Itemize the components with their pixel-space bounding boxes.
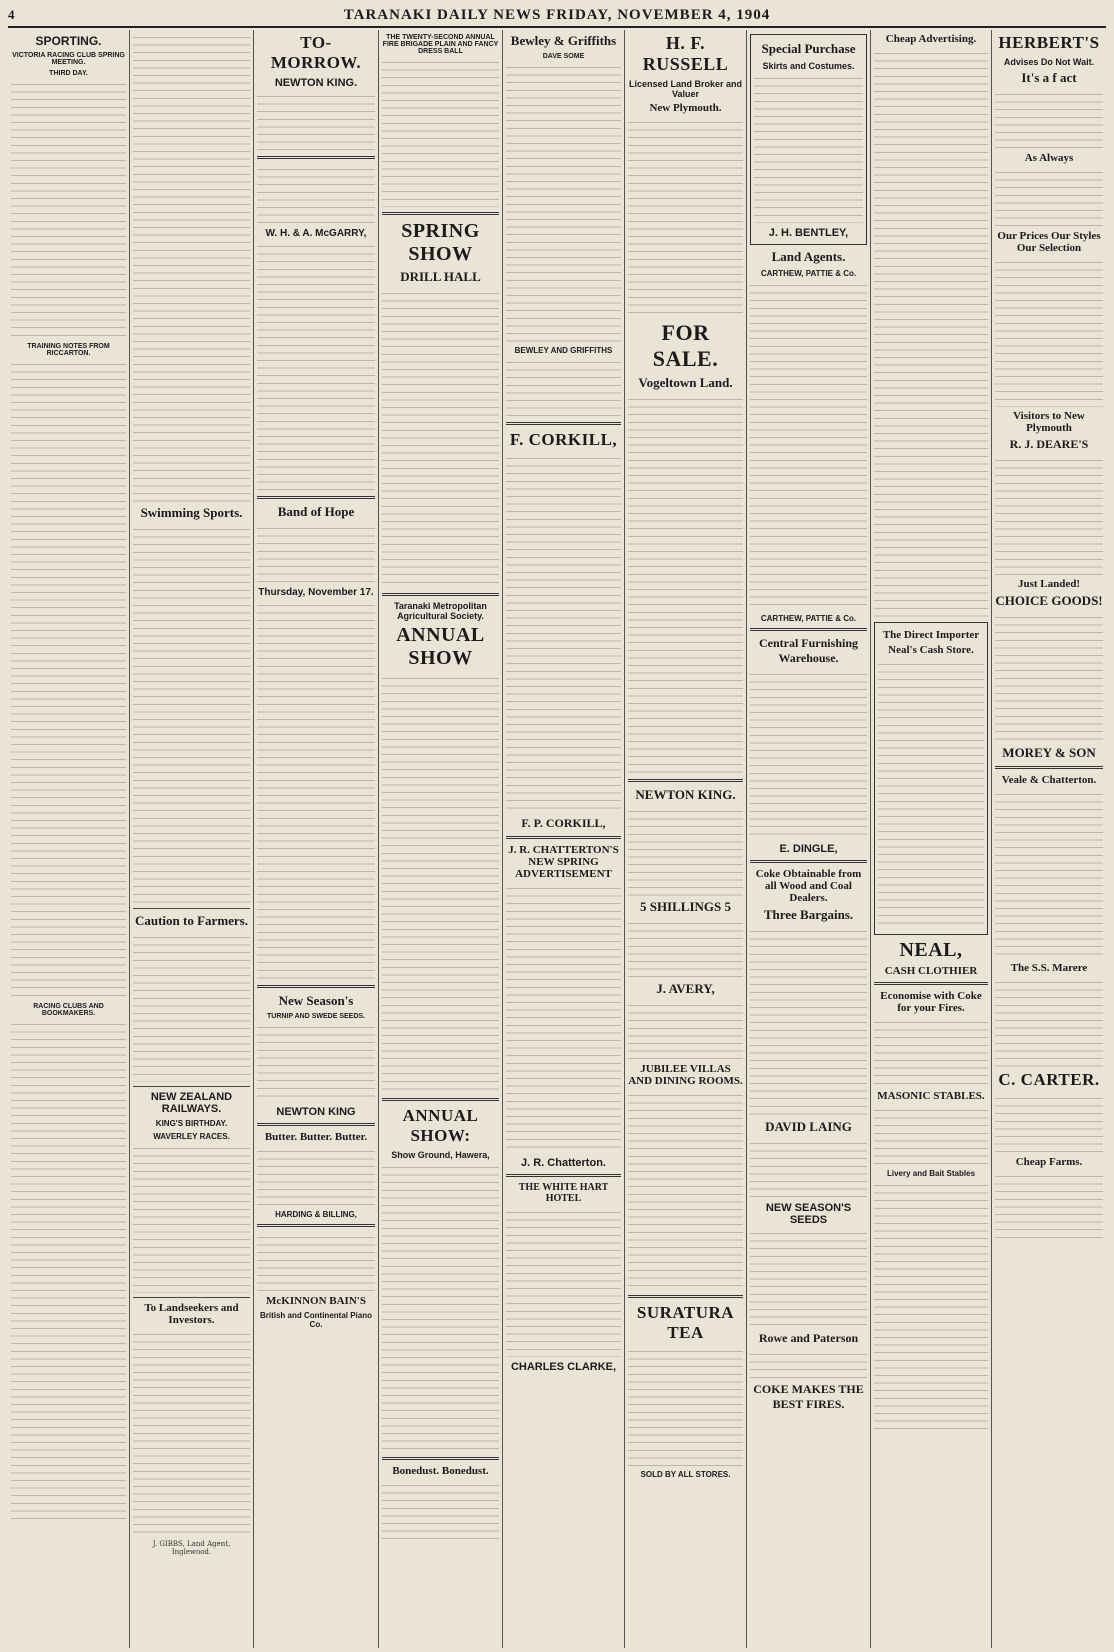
cheap-adv-heading: Cheap Advertising. bbox=[885, 33, 977, 45]
vrc-subhead: VICTORIA RACING CLUB SPRING MEETING. bbox=[12, 52, 125, 66]
column-7 bbox=[747, 30, 871, 1648]
article-text bbox=[133, 32, 250, 502]
veale-chatterton: Veale & Chatterton. bbox=[1001, 774, 1097, 786]
clarke-sign: CHARLES CLARKE, bbox=[510, 1361, 617, 1373]
land-agents-heading: Land Agents. bbox=[771, 249, 846, 264]
column-8 bbox=[871, 30, 992, 1648]
training-notes-heading: TRAINING NOTES FROM RICCARTON. bbox=[27, 343, 110, 357]
divider bbox=[750, 628, 867, 631]
chatterton-heading: J. R. CHATTERTON'S NEW SPRING ADVERTISEMENT bbox=[508, 844, 619, 880]
caution-heading: Caution to Farmers. bbox=[134, 913, 248, 928]
annual-show-heading-2: ANNUAL SHOW: bbox=[402, 1106, 479, 1145]
bonedust-heading: Bonedust. Bonedust. bbox=[392, 1465, 489, 1477]
avery-heading: J. AVERY, bbox=[656, 981, 715, 996]
divider bbox=[133, 1297, 250, 1298]
newspaper-title: TARANAKI DAILY NEWS FRIDAY, NOVEMBER 4, 1904 bbox=[343, 6, 771, 23]
three-bargains-heading: Three Bargains. bbox=[763, 907, 854, 922]
do-not-wait: Advises Do Not Wait. bbox=[1003, 57, 1095, 67]
herberts-heading: HERBERT'S bbox=[998, 33, 1100, 52]
article-text bbox=[382, 1162, 499, 1452]
suratura-heading: SURATURA TEA bbox=[636, 1303, 735, 1342]
our-prices-heading: Our Prices Our Styles Our Selection bbox=[997, 230, 1101, 254]
article-text bbox=[995, 257, 1103, 407]
divider bbox=[133, 908, 250, 909]
article-text bbox=[874, 48, 988, 618]
newton-king-sub: NEWTON KING. bbox=[274, 77, 358, 89]
cheap-farms: Cheap Farms. bbox=[1015, 1156, 1083, 1168]
article-text bbox=[133, 932, 250, 1082]
column-4 bbox=[379, 30, 503, 1648]
article-text bbox=[257, 1022, 375, 1102]
divider bbox=[750, 860, 867, 863]
mckinnon-heading: McKINNON BAIN'S bbox=[266, 1295, 366, 1307]
masthead bbox=[8, 4, 1106, 28]
article-text bbox=[506, 453, 621, 813]
article-text bbox=[11, 79, 126, 339]
bewley-heading: Bewley & Griffiths bbox=[510, 33, 617, 48]
article-text bbox=[874, 1180, 988, 1430]
dingle-sign: E. DINGLE, bbox=[779, 843, 838, 855]
cash-clothier: CASH CLOTHIER bbox=[884, 965, 978, 977]
column-6 bbox=[625, 30, 747, 1648]
divider bbox=[257, 1224, 375, 1227]
newton-king-heading: NEWTON KING. bbox=[635, 787, 736, 802]
article-text bbox=[995, 977, 1103, 1067]
divider bbox=[257, 496, 375, 499]
annual-show-heading: ANNUAL SHOW bbox=[396, 624, 485, 669]
article-text bbox=[750, 1138, 867, 1198]
article-text bbox=[506, 357, 621, 417]
band-date: Thursday, November 17. bbox=[258, 587, 374, 598]
article-text bbox=[257, 600, 375, 980]
article-text bbox=[506, 1207, 621, 1357]
divider bbox=[506, 836, 621, 839]
carthew-firm: CARTHEW, PATTIE & Co. bbox=[760, 269, 857, 278]
turnip-seeds: TURNIP AND SWEDE SEEDS. bbox=[266, 1013, 365, 1020]
article-text bbox=[382, 1480, 499, 1540]
corkill-heading: F. CORKILL, bbox=[509, 430, 618, 449]
neal-heading: NEAL, bbox=[899, 939, 963, 961]
taranaki-society: Taranaki Metropolitan Agricultural Society. bbox=[394, 601, 487, 621]
direct-importer-heading: The Direct Importer bbox=[882, 629, 980, 641]
article-text bbox=[995, 89, 1103, 149]
article-text bbox=[257, 91, 375, 151]
land-broker: Licensed Land Broker and Valuer bbox=[628, 79, 743, 99]
new-season-seeds: NEW SEASON'S SEEDS bbox=[765, 1202, 852, 1226]
coke-heading: Coke Obtainable from all Wood and Coal Dealers. bbox=[755, 868, 862, 904]
white-hart-heading: THE WHITE HART HOTEL bbox=[518, 1182, 609, 1204]
deares-heading: R. J. DEARE'S bbox=[1009, 437, 1089, 451]
choice-goods: CHOICE GOODS! bbox=[995, 593, 1103, 608]
article-text bbox=[628, 117, 743, 317]
article-text bbox=[133, 524, 250, 904]
column-2 bbox=[130, 30, 254, 1648]
economise-heading: Economise with Coke for your Fires. bbox=[880, 990, 982, 1014]
divider bbox=[382, 212, 499, 215]
page-columns bbox=[8, 30, 1106, 1648]
article-text bbox=[257, 241, 375, 491]
divider bbox=[257, 1123, 375, 1126]
visitors-heading: Visitors to New Plymouth bbox=[1013, 410, 1085, 434]
ss-marere: The S.S. Marere bbox=[1010, 962, 1088, 974]
article-text bbox=[11, 359, 126, 999]
column-3 bbox=[254, 30, 379, 1648]
special-purchase-heading: Special Purchase bbox=[761, 41, 856, 56]
dave-some: DAVE SOME bbox=[542, 53, 585, 60]
article-text bbox=[874, 1017, 988, 1087]
bentley-sign: J. H. BENTLEY, bbox=[768, 227, 849, 239]
band-of-hope-heading: Band of Hope bbox=[277, 504, 355, 519]
just-landed: Just Landed! bbox=[1017, 578, 1081, 590]
article-text bbox=[754, 73, 863, 223]
article-text bbox=[750, 669, 867, 839]
article-text bbox=[506, 883, 621, 1153]
piano-co: British and Continental Piano Co. bbox=[259, 1311, 372, 1329]
spring-show-heading: SPRING SHOW bbox=[401, 220, 480, 265]
its-a-fact: It's a f act bbox=[1021, 70, 1077, 85]
waverley-races: WAVERLEY RACES. bbox=[153, 1132, 230, 1141]
vogeltown-heading: Vogeltown Land. bbox=[638, 375, 733, 390]
skirts-costumes: Skirts and Costumes. bbox=[762, 61, 855, 71]
article-text bbox=[628, 1090, 743, 1290]
article-text bbox=[11, 1019, 126, 1519]
day-label: THIRD DAY. bbox=[49, 70, 88, 77]
carter-heading: C. CARTER. bbox=[998, 1070, 1100, 1089]
divider bbox=[382, 1457, 499, 1460]
divider bbox=[506, 422, 621, 425]
divider bbox=[257, 985, 375, 988]
page-number: 4 bbox=[8, 7, 15, 22]
article-text bbox=[628, 806, 743, 896]
fire-brigade-ball: THE TWENTY-SECOND ANNUAL FIRE BRIGADE PLAIN AND FANCY DRESS BALL bbox=[382, 34, 499, 55]
article-text bbox=[382, 57, 499, 207]
as-always: As Always bbox=[1024, 152, 1074, 164]
article-text bbox=[995, 167, 1103, 227]
article-text bbox=[133, 1329, 250, 1539]
article-text bbox=[133, 1143, 250, 1293]
racing-clubs-heading: RACING CLUBS AND BOOKMAKERS. bbox=[33, 1003, 104, 1017]
masonic-stables-heading: MASONIC STABLES. bbox=[877, 1090, 985, 1102]
for-sale-heading: FOR SALE. bbox=[652, 320, 719, 371]
article-text bbox=[628, 918, 743, 978]
landseekers-heading: To Landseekers and Investors. bbox=[144, 1302, 239, 1326]
article-text bbox=[382, 288, 499, 588]
mcgarry-firm: W. H. & A. McGARRY, bbox=[265, 228, 367, 239]
article-text bbox=[995, 1171, 1103, 1241]
russell-heading: H. F. RUSSELL bbox=[642, 33, 729, 74]
new-season-heading: New Season's bbox=[278, 993, 354, 1008]
divider bbox=[628, 1295, 743, 1298]
jubilee-villas-heading: JUBILEE VILLAS AND DINING ROOMS. bbox=[628, 1063, 743, 1087]
new-plymouth: New Plymouth. bbox=[649, 102, 722, 114]
article-text bbox=[257, 1232, 375, 1292]
article-text bbox=[750, 280, 867, 610]
kings-birthday: KING'S BIRTHDAY. bbox=[155, 1119, 228, 1128]
rowe-paterson: Rowe and Paterson bbox=[758, 1331, 859, 1345]
divider bbox=[257, 156, 375, 159]
article-text bbox=[257, 164, 375, 224]
harding-billing: HARDING & BILLING, bbox=[275, 1210, 357, 1219]
railways-heading: NEW ZEALAND RAILWAYS. bbox=[150, 1091, 233, 1115]
article-text bbox=[506, 62, 621, 342]
article-text bbox=[995, 612, 1103, 742]
article-text bbox=[750, 1349, 867, 1379]
morey-son: MOREY & SON bbox=[1002, 745, 1096, 760]
divider bbox=[628, 779, 743, 782]
divider bbox=[382, 593, 499, 596]
gibbs-signature: J. GIBBS, Land Agent, Inglewood. bbox=[152, 1540, 231, 1556]
article-text bbox=[628, 394, 743, 774]
swimming-sports-heading: Swimming Sports. bbox=[140, 505, 243, 520]
five-shillings: 5 SHILLINGS 5 bbox=[639, 899, 732, 914]
divider bbox=[133, 1086, 250, 1087]
sold-by-all-stores: SOLD BY ALL STORES. bbox=[640, 1470, 731, 1479]
article-text bbox=[995, 1093, 1103, 1153]
article-text bbox=[628, 1346, 743, 1466]
divider bbox=[506, 1174, 621, 1177]
hawera-ground: Show Ground, Hawera, bbox=[391, 1150, 490, 1160]
article-text bbox=[995, 455, 1103, 575]
column-1 bbox=[8, 30, 130, 1648]
article-text bbox=[995, 789, 1103, 959]
bewley-firm: BEWLEY AND GRIFFITHS bbox=[514, 346, 613, 355]
chatterton-sign: J. R. Chatterton. bbox=[521, 1157, 606, 1169]
david-laing-heading: DAVID LAING bbox=[765, 1119, 852, 1134]
livery-stables: Livery and Bait Stables bbox=[886, 1169, 976, 1178]
column-9 bbox=[992, 30, 1106, 1648]
direct-importer-box bbox=[874, 622, 988, 935]
newton-king-sign: NEWTON KING bbox=[276, 1106, 356, 1118]
article-text bbox=[874, 1105, 988, 1165]
article-text bbox=[257, 1146, 375, 1206]
column-5 bbox=[503, 30, 625, 1648]
divider bbox=[995, 766, 1103, 769]
special-purchase-box bbox=[750, 34, 867, 245]
drill-hall: DRILL HALL bbox=[400, 269, 481, 284]
article-text bbox=[628, 1000, 743, 1060]
coke-footer: COKE MAKES THE BEST FIRES. bbox=[753, 1382, 864, 1411]
divider bbox=[382, 1098, 499, 1101]
article-text bbox=[257, 523, 375, 583]
neals-cash-store: Neal's Cash Store. bbox=[888, 644, 974, 656]
carthew-firm-2: CARTHEW, PATTIE & Co. bbox=[760, 614, 857, 623]
article-text bbox=[878, 659, 984, 929]
furnishing-heading: Central Furnishing Warehouse. bbox=[758, 636, 858, 665]
fp-corkill: F. P. CORKILL, bbox=[521, 816, 606, 830]
tomorrow-heading: TO-MORROW. bbox=[270, 33, 362, 72]
article-text bbox=[750, 926, 867, 1116]
article-text bbox=[382, 673, 499, 1093]
article-text bbox=[750, 1228, 867, 1328]
butter-heading: Butter. Butter. Butter. bbox=[264, 1131, 368, 1143]
divider bbox=[874, 982, 988, 985]
sporting-heading: SPORTING. bbox=[35, 34, 102, 48]
